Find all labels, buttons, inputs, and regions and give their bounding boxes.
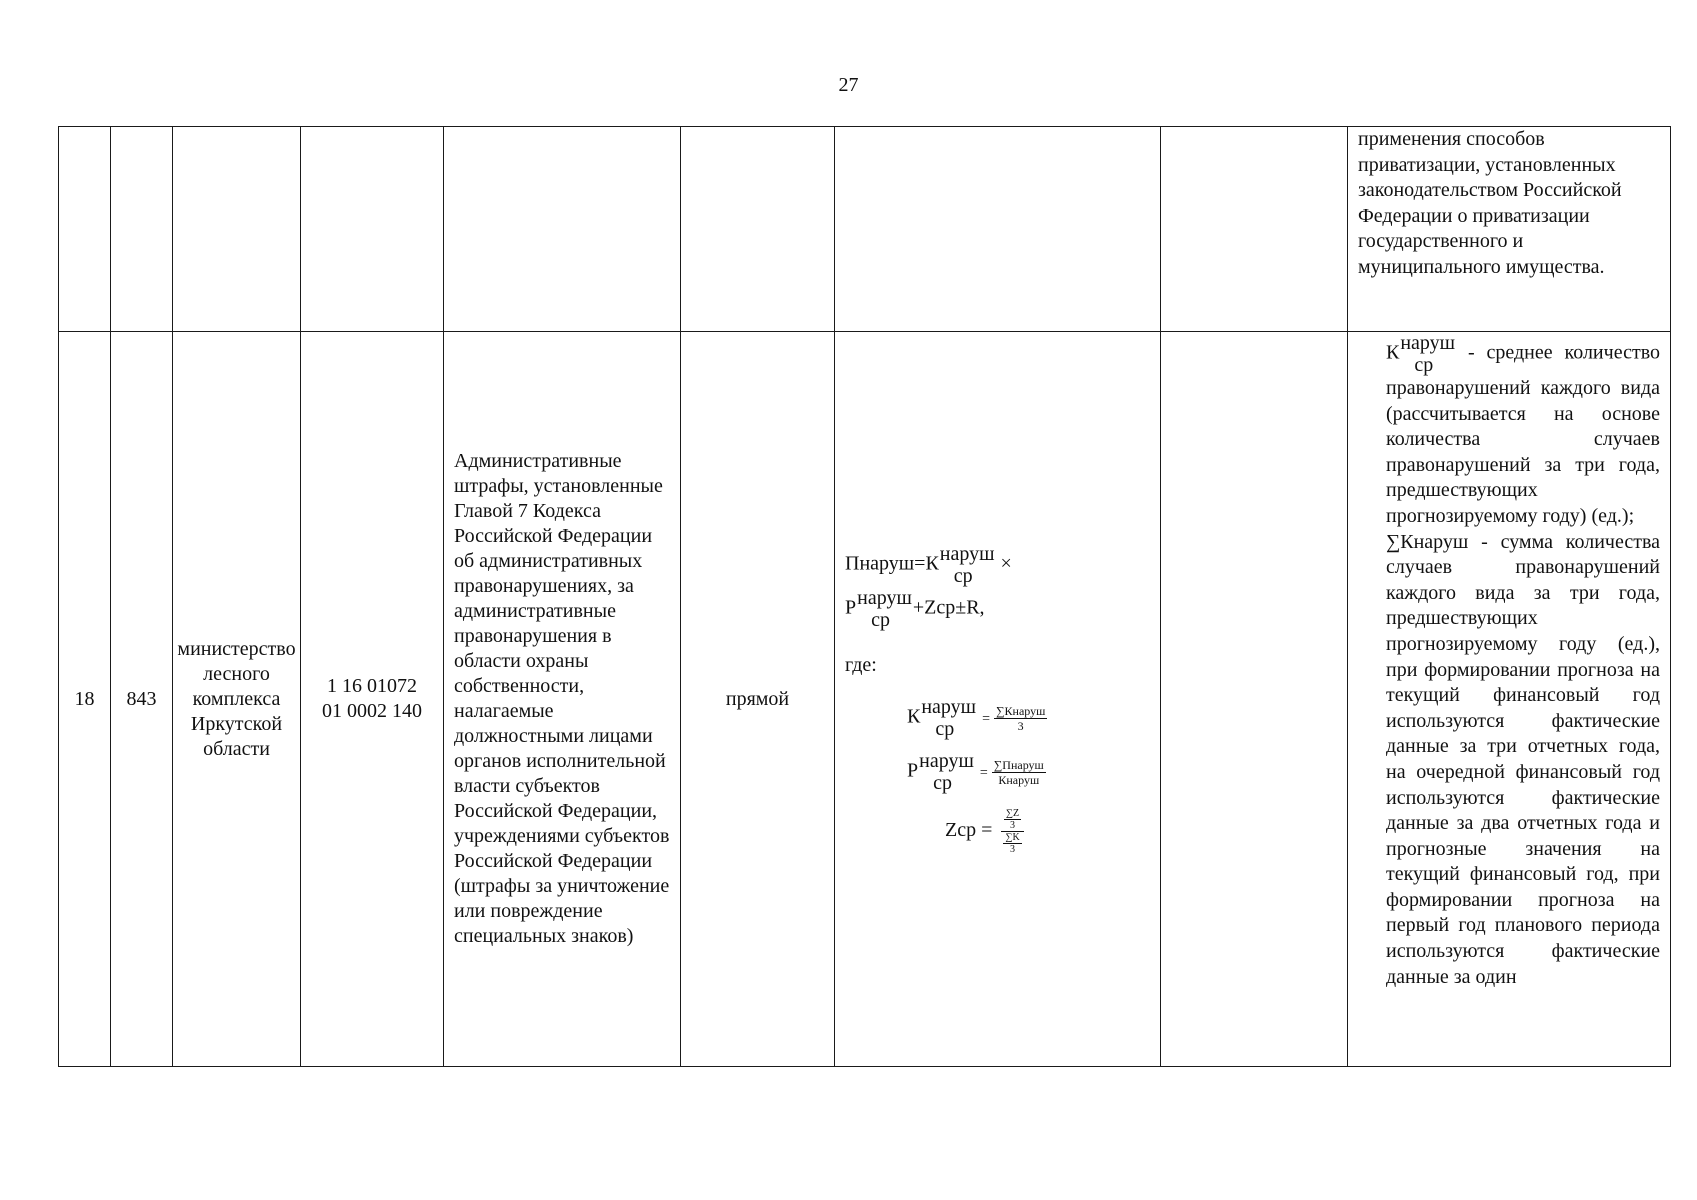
formula-text: К (907, 705, 921, 728)
cell-empty (444, 127, 681, 332)
cell-empty (835, 127, 1161, 332)
numerator: ∑Кнаруш (995, 703, 1046, 718)
cell-method: прямой (681, 332, 835, 1067)
formula-k (845, 696, 1135, 740)
cell-income-name (444, 332, 681, 1067)
page-number: 27 (838, 74, 859, 96)
formula-text: ∑Кнаруш (1386, 530, 1469, 553)
formula-block (845, 543, 1135, 855)
cell-empty (1161, 332, 1348, 1067)
description-box (1358, 332, 1660, 1066)
formula-p (845, 750, 1135, 794)
compound-fraction (1001, 808, 1023, 855)
multiply-sign: × (1000, 552, 1012, 575)
kbk-line-1: 1 16 01072 (327, 675, 417, 697)
numerator: ∑Пнаруш (993, 757, 1044, 772)
description-text: - среднее количество правонарушений каждого вида (рассчитывается на основе количества случаев правонарушений за три года, предшествующих прогнозируемому году) (ед.); (1386, 341, 1660, 527)
fraction (1003, 832, 1021, 855)
numerator: ∑Z (1005, 808, 1020, 819)
table-row-continued (59, 127, 1671, 332)
description-paragraph-2 (1358, 530, 1660, 991)
table-row (59, 332, 1671, 1067)
cell-formula (835, 332, 1161, 1067)
equals-sign: = (979, 765, 988, 781)
fraction (1004, 808, 1021, 831)
description-text: - сумма количества случаев правонарушений каждого вида за три года, предшествующих прогнозируемому году (ед.), при формировании прогноза на текущий финансовый год используются фактические данные за три отчетных года, на очередной финансовый год используются фактические данные за два отчетных года и прогнозные значения на текущий финансовый год, при формировании прогноза на первый год планового периода используются фактические данные за один (1386, 530, 1660, 988)
cell-empty (1161, 127, 1348, 332)
formula-text: Р (907, 759, 919, 782)
denominator: 3 (1017, 718, 1024, 733)
cell-description (1348, 332, 1671, 1067)
income-name-text: Административные штрафы, установленные Главой 7 Кодекса Российской Федерации об административных правонарушениях, за административные правонарушения в области охраны собственности, налагаемые должностными лицами органов исполнительной власти субъектов Российской Федерации, учреждениями субъектов Российской Федерации (штрафы за уничтожение или повреждение специальных знаков) (454, 450, 670, 947)
numerator (1001, 808, 1023, 832)
formula-text: Zср = (945, 819, 993, 842)
sub: ср (871, 609, 891, 631)
formula-text: К (1386, 341, 1400, 364)
cell-administrator: министерство лесного комплекса Иркутской области (173, 332, 301, 1067)
sub: ср (953, 565, 973, 587)
denominator: 3 (1010, 820, 1016, 831)
cell-empty (59, 127, 111, 332)
formula-z (845, 808, 1135, 855)
fraction (994, 704, 1047, 733)
sup: наруш (921, 696, 977, 718)
fraction (992, 758, 1046, 787)
sup-sub (921, 696, 976, 740)
kbk-line-2: 01 0002 140 (322, 700, 422, 722)
formula-where: где: (845, 654, 877, 676)
cell-continuation-text (1348, 127, 1671, 332)
sup-sub (919, 750, 974, 794)
sup: наруш (857, 587, 912, 609)
continuation-text: применения способов приватизации, установленных законодательством Российской Федерации о приватизации государственного и муниципального имущества. (1358, 128, 1622, 278)
formula-line-1 (845, 543, 1135, 587)
sub: ср (935, 718, 955, 740)
numerator: ∑K (1005, 832, 1020, 843)
sup: наруш (919, 750, 974, 772)
cell-kbk (301, 332, 444, 1067)
denominator (1001, 832, 1023, 855)
sup-sub (857, 587, 912, 631)
sup: наруш (1400, 332, 1456, 354)
cell-empty (173, 127, 301, 332)
forecast-table (58, 126, 1671, 1067)
denominator: Кнаруш (998, 772, 1040, 787)
description-paragraph-1 (1358, 332, 1660, 530)
cell-empty (681, 127, 835, 332)
cell-code: 843 (111, 332, 173, 1067)
cell-empty (111, 127, 173, 332)
sub: ср (1414, 354, 1434, 376)
formula-line-2 (845, 587, 1135, 631)
formula-text: +Zср±R, (912, 596, 985, 619)
sup-sub (1400, 332, 1455, 376)
sub: ср (933, 772, 953, 794)
formula-text: Пнаруш=К (845, 552, 939, 575)
cell-row-number: 18 (59, 332, 111, 1067)
formula-text: Р (845, 596, 857, 619)
equals-sign: = (982, 711, 990, 727)
denominator: 3 (1010, 844, 1016, 855)
sup-sub (940, 543, 995, 587)
sup: наруш (939, 543, 995, 565)
cell-empty (301, 127, 444, 332)
